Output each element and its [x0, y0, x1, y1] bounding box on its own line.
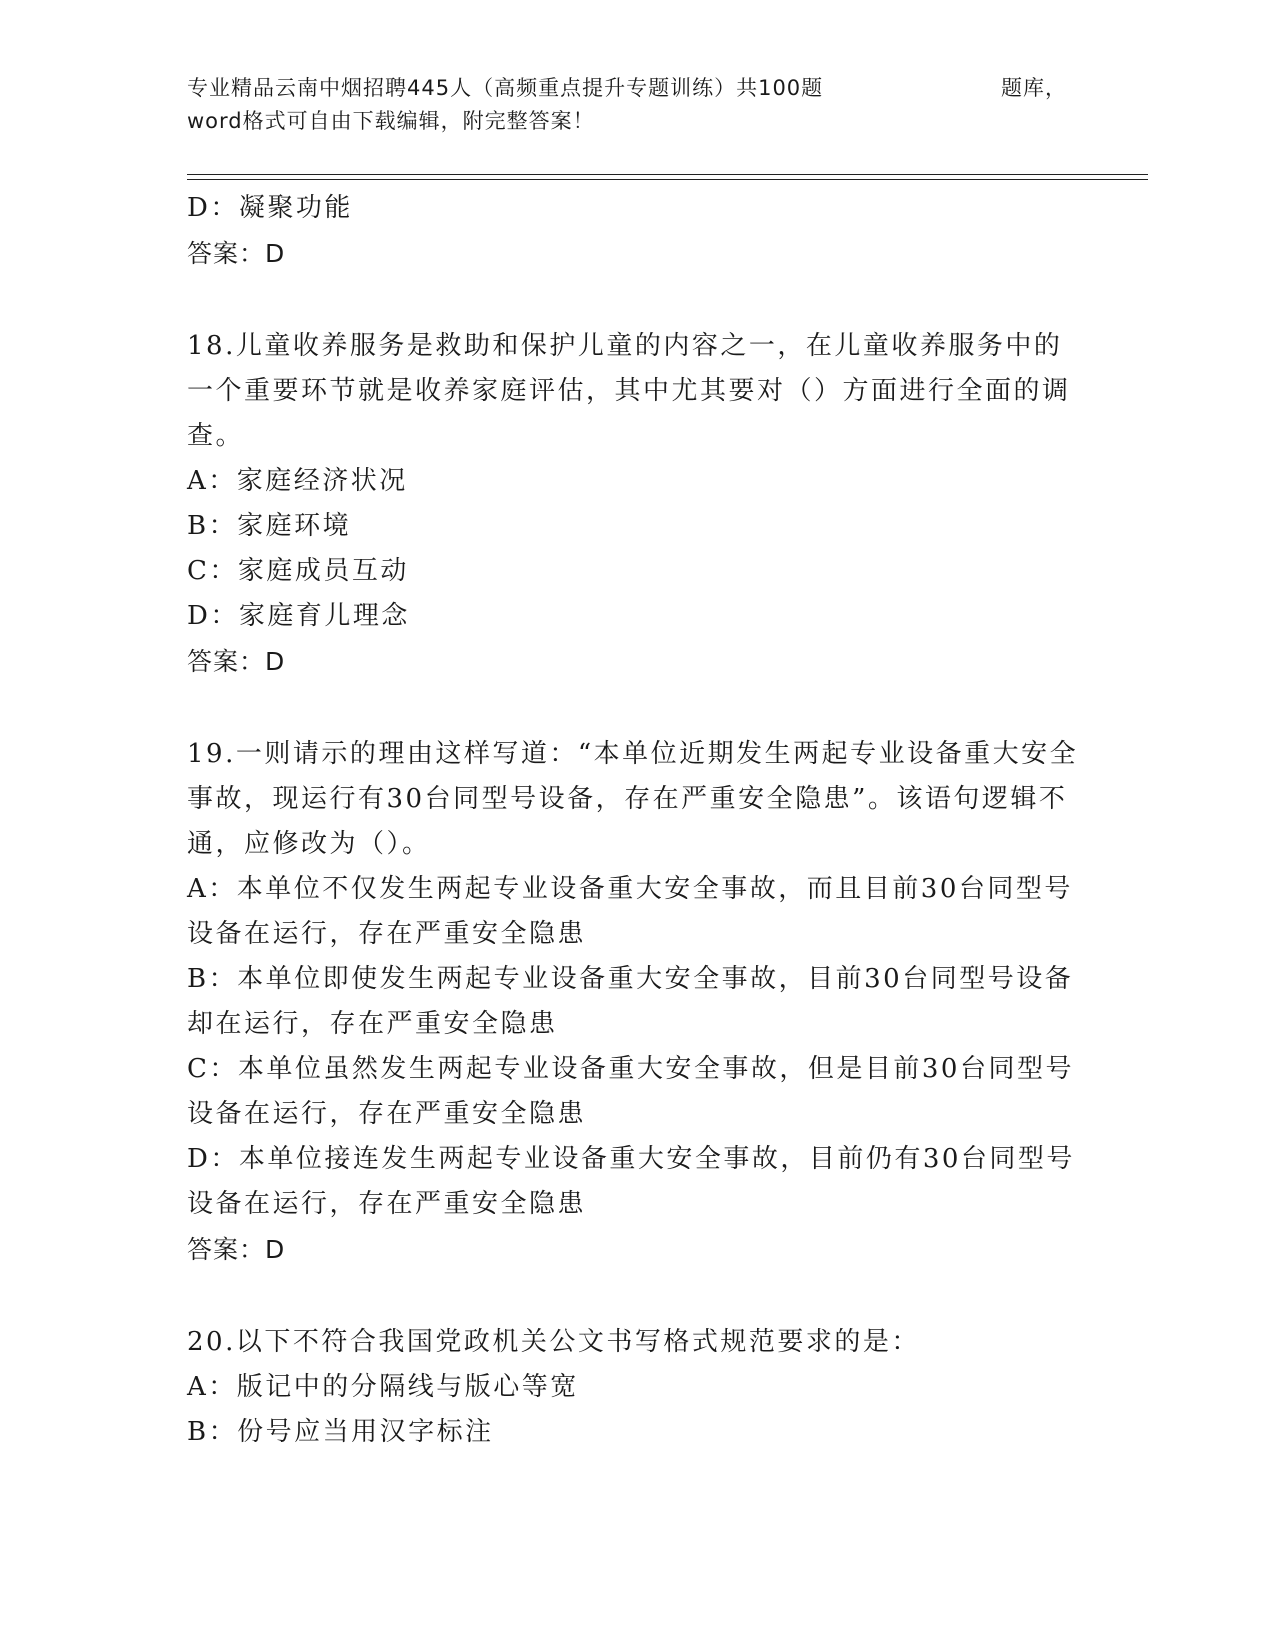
page-header	[187, 72, 1067, 138]
answer: 答案：D	[187, 239, 286, 268]
question-stem: 19.一则请示的理由这样写道：“本单位近期发生两起专业设备重大安全事故，现运行有30台同型号设备，存在严重安全隐患”。该语句逻辑不通，应修改为（）。	[187, 739, 1079, 859]
question-spacer	[187, 684, 1087, 732]
question-18	[187, 324, 1087, 684]
answer: 答案：D	[187, 1235, 286, 1264]
option-c: C：本单位虽然发生两起专业设备重大安全事故，但是目前30台同型号设备在运行，存在严重安全隐患	[187, 1054, 1074, 1129]
option-d: D：家庭育儿理念	[187, 601, 410, 631]
option-d: D：凝聚功能	[187, 193, 353, 223]
option-b: B：本单位即使发生两起专业设备重大安全事故，目前30台同型号设备却在运行，存在严重安全隐患	[187, 964, 1074, 1039]
option-c: C：家庭成员互动	[187, 556, 409, 586]
option-b: B：份号应当用汉字标注	[187, 1417, 494, 1447]
question-20	[187, 1320, 1087, 1455]
question-spacer	[187, 1272, 1087, 1320]
question-stem: 18.儿童收养服务是救助和保护儿童的内容之一，在儿童收养服务中的一个重要环节就是收养家庭评估，其中尤其要对（）方面进行全面的调查。	[187, 331, 1071, 451]
option-d: D：本单位接连发生两起专业设备重大安全事故，目前仍有30台同型号设备在运行，存在严重安全隐患	[187, 1144, 1075, 1219]
option-a: A：本单位不仅发生两起专业设备重大安全事故，而且目前30台同型号设备在运行，存在严重安全隐患	[187, 874, 1073, 949]
option-b: B：家庭环境	[187, 511, 352, 541]
option-a: A：家庭经济状况	[187, 466, 408, 496]
header-divider-bottom	[187, 179, 1148, 180]
header-title-suffix: 题库，	[1001, 76, 1067, 100]
question-19	[187, 732, 1087, 1272]
question-spacer	[187, 276, 1087, 324]
question-content	[187, 186, 1087, 1455]
header-line-2: word格式可自由下载编辑，附完整答案！	[187, 109, 595, 133]
question-stem: 20.以下不符合我国党政机关公文书写格式规范要求的是：	[187, 1327, 920, 1357]
question-17-tail	[187, 186, 1087, 276]
header-divider-top	[187, 174, 1148, 175]
header-line-1	[187, 72, 1067, 105]
option-a: A：版记中的分隔线与版心等宽	[187, 1372, 579, 1402]
answer: 答案：D	[187, 647, 286, 676]
header-title: 专业精品云南中烟招聘445人（高频重点提升专题训练）共100题	[187, 76, 824, 100]
